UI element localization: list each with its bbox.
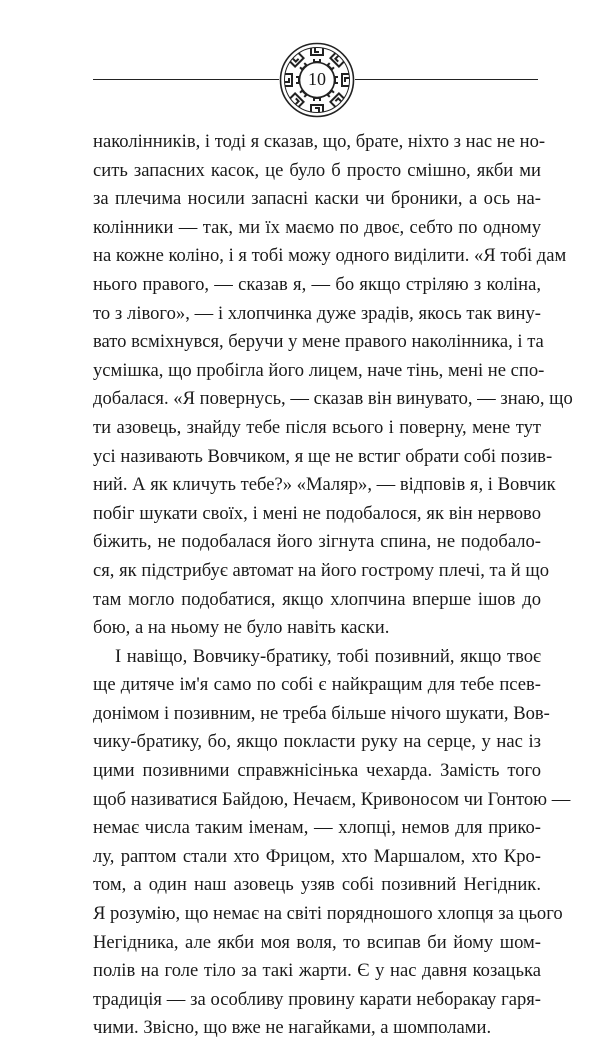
text-line: ще дитяче ім'я само по собі є найкращим для тебе псев- — [93, 674, 541, 696]
text-line: сить запасних касок, це було б просто смішно, якби ми — [93, 159, 541, 181]
text-line: цими позивними справжнісінька чехарда. Замість того — [93, 760, 541, 782]
page-number: 10 — [308, 69, 326, 89]
text-line: традиція — за особливу провину карати неборакау гаря- — [93, 988, 541, 1010]
header-rule-left — [93, 79, 279, 80]
text-line: полів на голе тіло за такі жарти. Є у нас давня козацька — [93, 960, 541, 982]
header-rule-right — [355, 79, 538, 80]
text-line: ний. А як кличуть тебе?» «Маляр», — відповів я, і Вовчик — [93, 474, 556, 496]
text-line: нього правого, — сказав я, — бо якщо стріляю з коліна, — [93, 273, 541, 295]
text-line: немає числа таким іменам, — хлопці, немов для прико- — [93, 817, 541, 839]
text-line: біжить, не подобалася його зігнута спина, не подобало- — [93, 531, 541, 553]
text-line: чику-братику, бо, якщо покласти руку на серце, у нас із — [93, 731, 541, 753]
text-line: том, а один наш азовець узяв собі позивний Негідник. — [93, 874, 541, 896]
text-line: І навіщо, Вовчику-братику, тобі позивний, якщо твоє — [115, 645, 541, 667]
text-line: на кожне коліно, і я тобі можу одного виділити. «Я тобі дам — [93, 245, 567, 267]
text-line: за плечима носили запасні каски чи броники, а ось на- — [93, 188, 541, 210]
text-line: ся, як підстрибує автомат на його гострому плечі, та й що — [93, 559, 550, 581]
text-line: то з лівого», — і хлопчинка дуже зрадів, якось так вину- — [93, 302, 541, 324]
text-line: вато всміхнувся, беручи у мене правого наколінника, і та — [93, 331, 544, 353]
text-line: лу, раптом стали хто Фрицом, хто Маршалом, хто Кро- — [93, 845, 541, 867]
text-line: там могло подобатися, якщо хлопчина вперше ішов до — [93, 588, 541, 610]
text-line: усі називають Вовчиком, я ще не встиг обрати собі позив- — [93, 445, 553, 467]
text-line: усмішка, що пробігла його лицем, наче тінь, мені не спо- — [93, 359, 545, 381]
body-text — [93, 128, 573, 1043]
text-line: донімом і позивним, не треба більше нічого шукати, Вов- — [93, 702, 550, 724]
text-line: щоб називатися Байдою, Нечаєм, Кривоносом чи Гонтою — — [93, 788, 571, 810]
text-line: Негідника, але якби моя воля, то всипав би йому шом- — [93, 931, 541, 953]
text-line: бою, а на ньому не було навіть каски. — [93, 617, 390, 639]
text-line: побіг шукати своїх, і мені не подобалося, як він нервово — [93, 502, 541, 524]
text-line: колінники — так, ми їх маємо по двоє, себто по одному — [93, 216, 541, 238]
text-line: чими. Звісно, що вже не нагайками, а шомполами. — [93, 1017, 492, 1039]
text-line: наколінників, і тоді я сказав, що, брате, ніхто з нас не но- — [93, 131, 546, 152]
text-line: добалася. «Я повернусь, — сказав він винувато, — знаю, що — [93, 388, 573, 410]
text-line: ти азовець, знайду тебе після всього і поверну, мене тут — [93, 416, 541, 438]
text-line: Я розумію, що немає на світі порядношого хлопця за цього — [93, 903, 563, 925]
